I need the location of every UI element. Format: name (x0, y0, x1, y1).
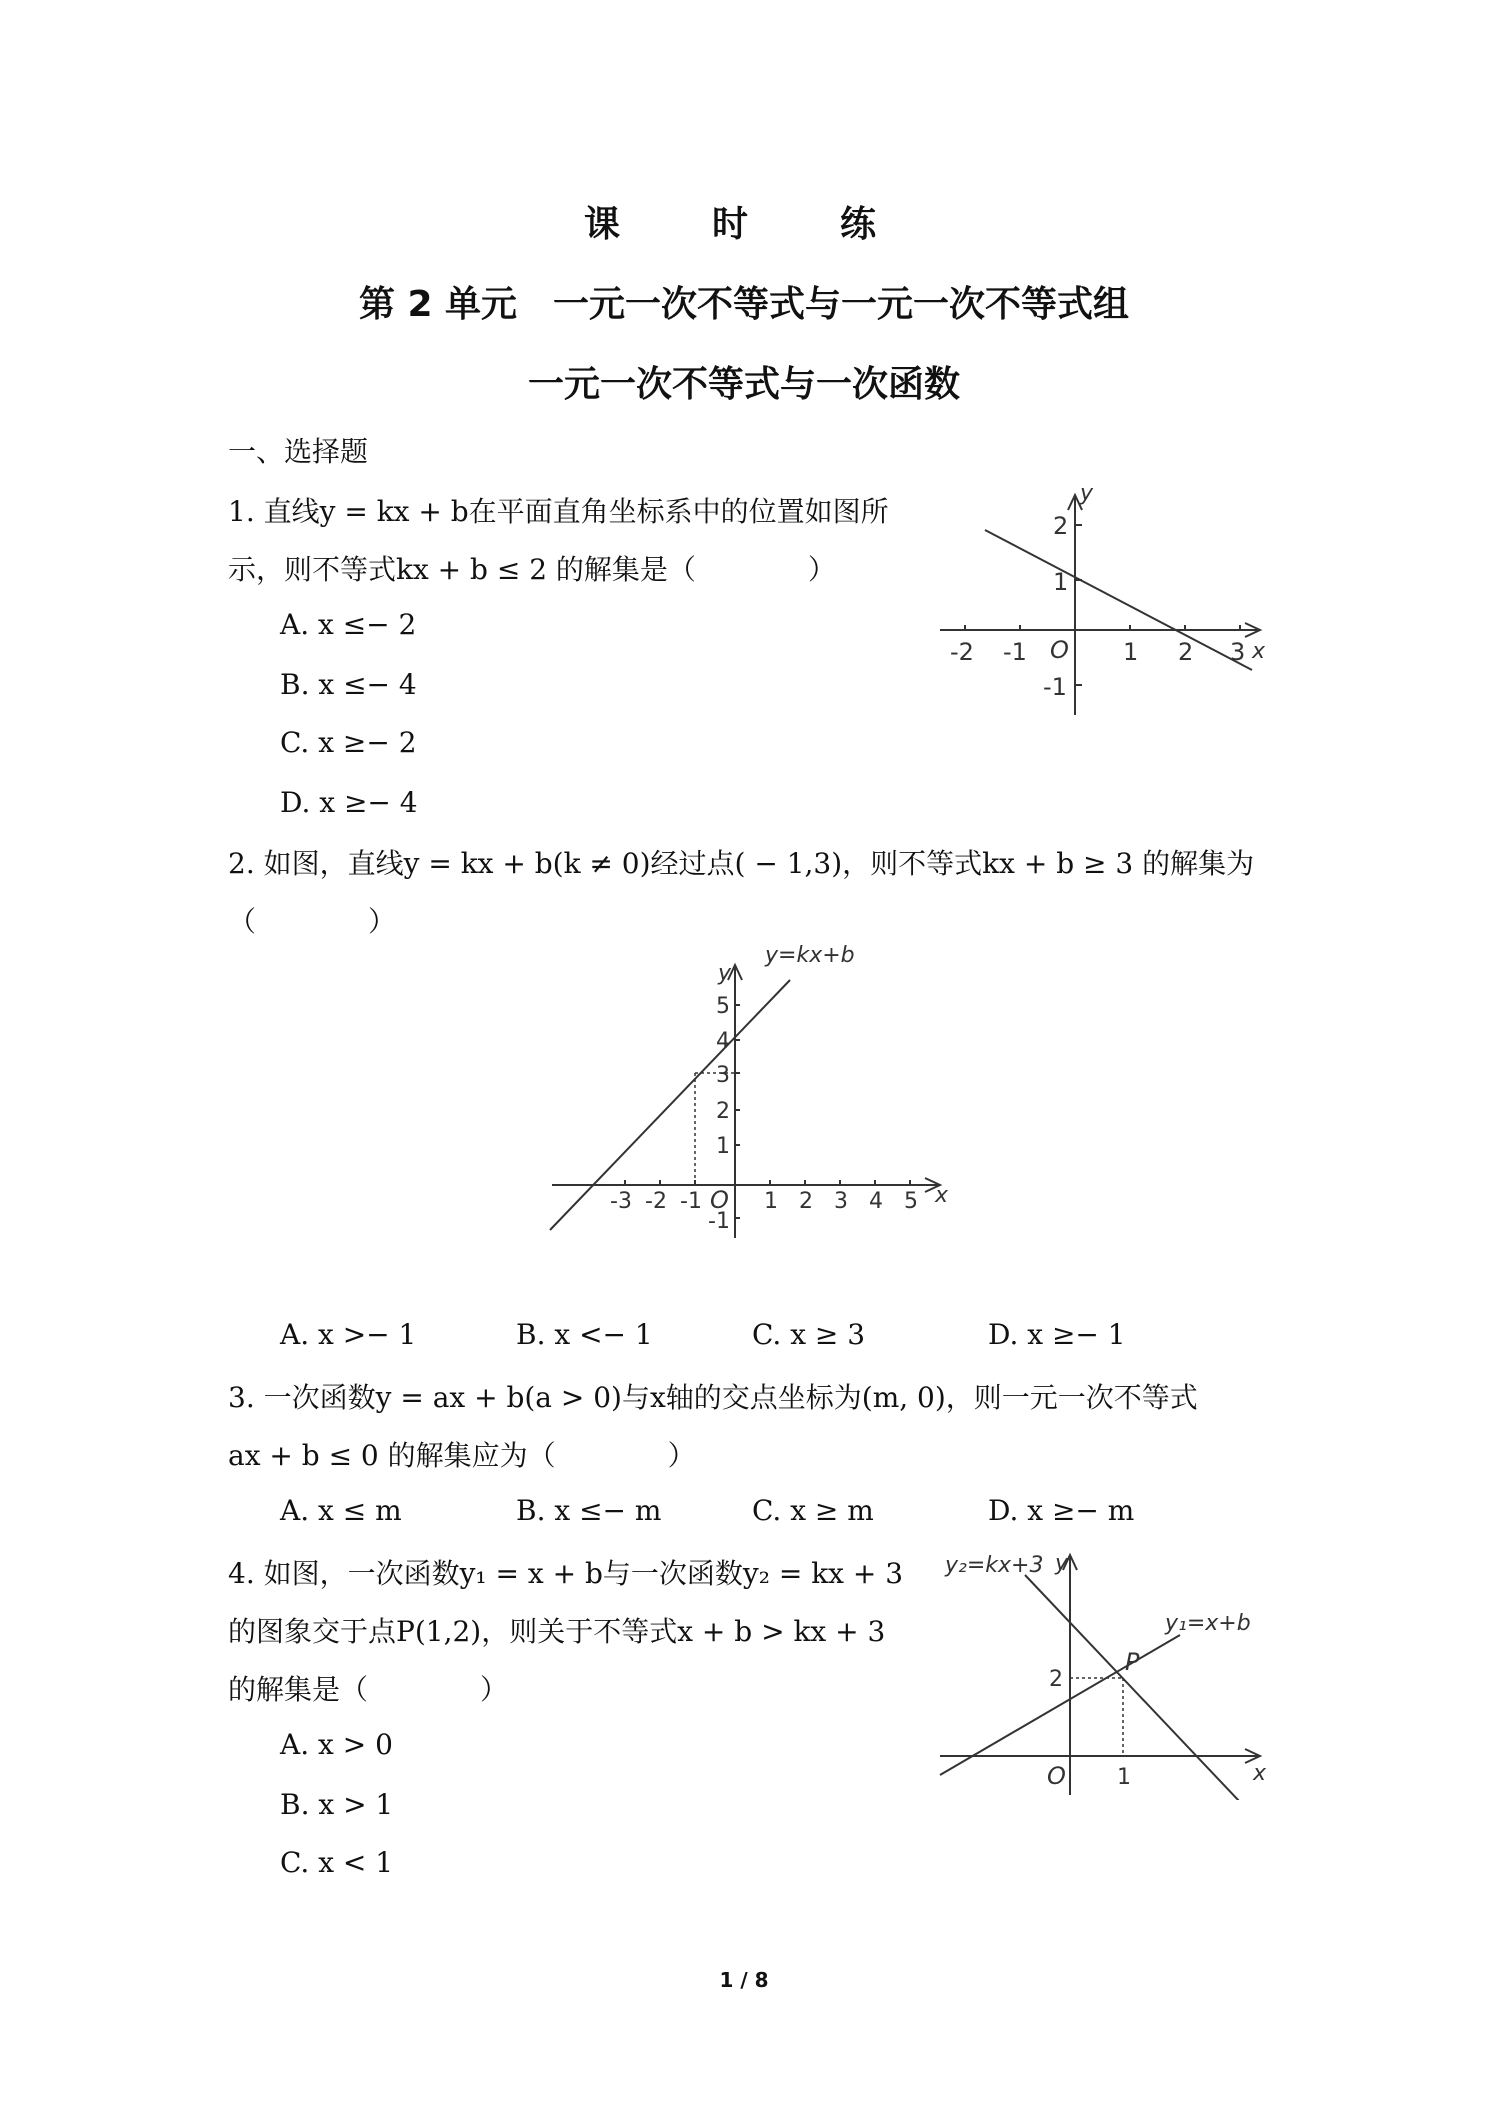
q3-option-c: C. x ≥ m (752, 1494, 874, 1527)
q1-xtick: 1 (1123, 638, 1139, 666)
q2-option-c: C. x ≥ 3 (752, 1318, 866, 1351)
q1-option-d: D. x ≥− 4 (280, 786, 418, 819)
q4-ytick: 2 (1049, 1667, 1063, 1692)
q1-option-b: B. x ≤− 4 (280, 668, 417, 701)
q4-xtick: 1 (1117, 1765, 1131, 1790)
unit-title: 第 2 单元 一元一次不等式与一元一次不等式组 (358, 284, 1130, 325)
q1-xtick: 3 (1230, 638, 1246, 666)
q4-y-label: y (1055, 1551, 1069, 1576)
q2-xtick: -1 (680, 1189, 702, 1214)
q2-ytick: 1 (716, 1134, 730, 1159)
q4-stem-line2: 的图象交于点P(1,2)，则关于不等式x + b > kx + 3 (228, 1615, 886, 1648)
q1-xtick: 2 (1178, 638, 1194, 666)
q1-x-label: x (1252, 639, 1266, 664)
q2-y-label: y (718, 961, 732, 986)
q2-ytick: -1 (708, 1209, 730, 1234)
q2-ytick: 4 (716, 1029, 730, 1054)
q3-option-d: D. x ≥− m (988, 1494, 1135, 1527)
q1-ytick: 1 (1053, 568, 1069, 596)
q3-stem-line1: 3. 一次函数y = ax + b(a > 0)与x轴的交点坐标为(m, 0)，则一元一次不等式 (228, 1381, 1198, 1414)
q4-x-label: x (1253, 1761, 1267, 1786)
q1-xtick: -2 (950, 638, 974, 666)
q2-xtick: 5 (904, 1189, 918, 1214)
q4-stem-line3: 的解集是（ ） (228, 1673, 509, 1706)
q2-stem-line2: （ ） (228, 905, 397, 938)
q2-graph-line (550, 980, 790, 1230)
q4-option-a: A. x > 0 (280, 1728, 393, 1761)
page-title: 课 时 练 (583, 204, 904, 245)
q4-label-y2: y₂=kx+3 (945, 1553, 1044, 1578)
q1-option-a: A. x ≤− 2 (280, 608, 417, 641)
q4-figure (935, 1540, 1275, 1800)
q4-stem-line1: 4. 如图，一次函数y₁ = x + b与一次函数y₂ = kx + 3 (228, 1557, 904, 1590)
q1-stem-line1: 1. 直线y = kx + b在平面直角坐标系中的位置如图所 (228, 495, 889, 528)
q2-xtick: 3 (834, 1189, 848, 1214)
q2-option-d: D. x ≥− 1 (988, 1318, 1126, 1351)
q2-xtick: 4 (869, 1189, 883, 1214)
q2-xtick: -2 (645, 1189, 667, 1214)
q1-y-label: y (1080, 481, 1094, 506)
q1-stem-line2: 示，则不等式kx + b ≤ 2 的解集是（ ） (228, 553, 836, 586)
q2-ytick: 5 (716, 994, 730, 1019)
q2-figure (540, 940, 960, 1240)
page-number: 1 / 8 (719, 1968, 769, 1992)
q4-point-label: P (1125, 1648, 1140, 1676)
q1-ytick: -1 (1043, 673, 1067, 701)
q1-option-c: C. x ≥− 2 (280, 726, 417, 759)
q2-x-label: x (935, 1183, 949, 1208)
q2-xtick: -3 (610, 1189, 632, 1214)
q4-line-y1 (940, 1635, 1180, 1775)
q1-xtick: -1 (1003, 638, 1027, 666)
q2-xtick: 2 (799, 1189, 813, 1214)
q1-origin-label: O (1050, 636, 1069, 664)
q2-option-a: A. x >− 1 (280, 1318, 417, 1351)
lesson-title: 一元一次不等式与一次函数 (527, 364, 960, 405)
q2-ytick: 3 (716, 1063, 730, 1088)
q3-stem-line2: ax + b ≤ 0 的解集应为（ ） (228, 1439, 696, 1472)
q3-option-a: A. x ≤ m (280, 1494, 402, 1527)
q2-origin-label: O (710, 1186, 729, 1214)
q2-option-b: B. x <− 1 (516, 1318, 653, 1351)
q4-option-c: C. x < 1 (280, 1846, 394, 1879)
q4-origin-label: O (1047, 1762, 1066, 1790)
q2-xtick: 1 (764, 1189, 778, 1214)
q1-ytick: 2 (1053, 512, 1069, 540)
q3-option-b: B. x ≤− m (516, 1494, 662, 1527)
q4-label-y1: y₁=x+b (1165, 1611, 1251, 1636)
section-heading: 一、选择题 (228, 435, 369, 468)
q2-line-label: y=kx+b (765, 943, 855, 968)
q2-stem-line1: 2. 如图，直线y = kx + b(k ≠ 0)经过点( − 1,3)，则不等式kx + b ≥ 3 的解集为 (228, 847, 1255, 880)
q2-ytick: 2 (716, 1099, 730, 1124)
q1-figure (940, 480, 1270, 720)
q4-option-b: B. x > 1 (280, 1788, 394, 1821)
